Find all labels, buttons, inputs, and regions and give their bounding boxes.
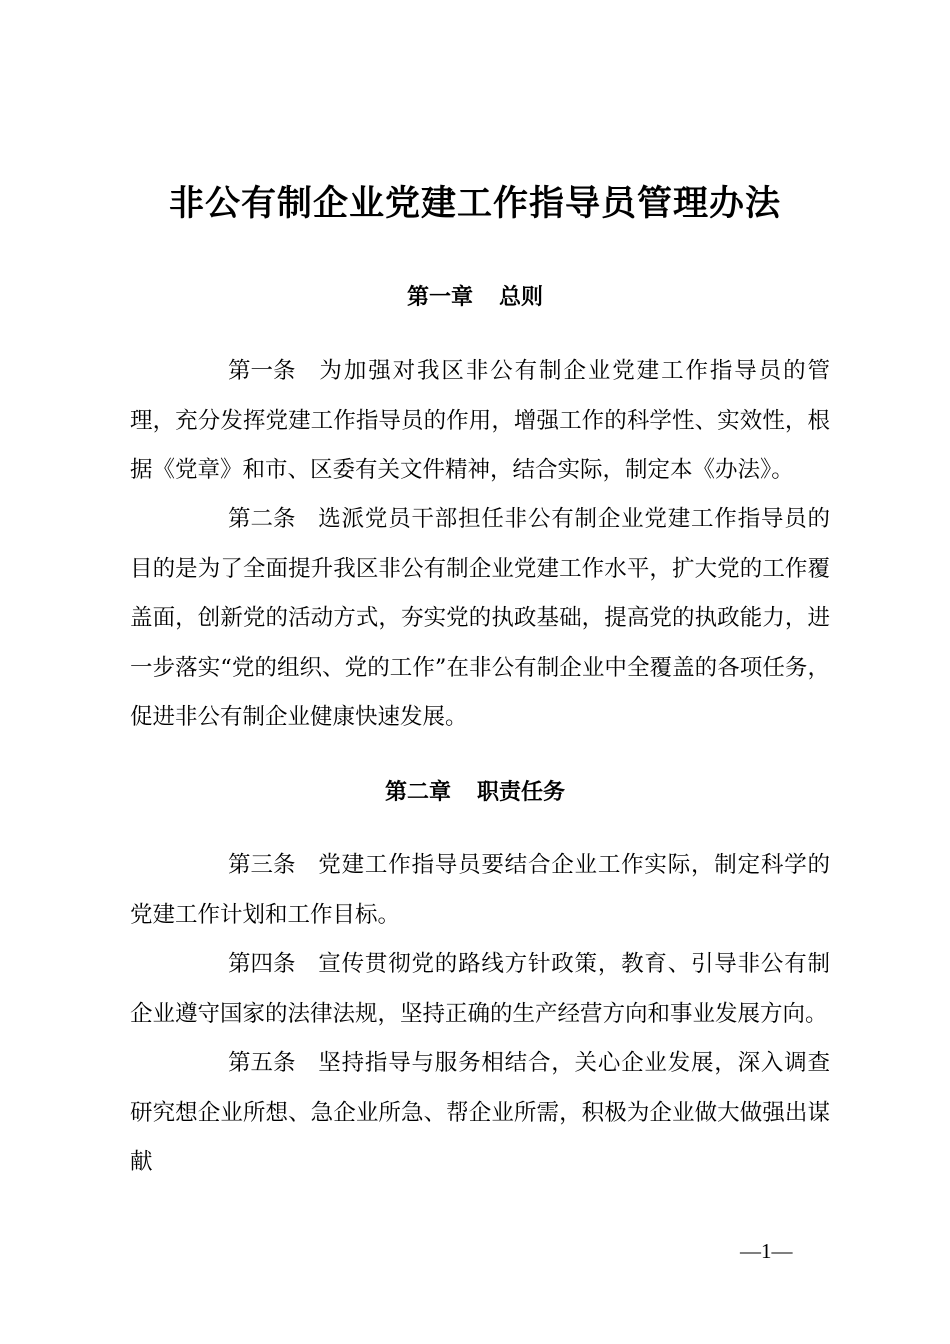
article-label: 第二条 bbox=[228, 506, 296, 532]
article-1 bbox=[130, 347, 830, 496]
chapter-title: 职责任务 bbox=[477, 780, 566, 805]
article-text: 坚持指导与服务相结合，关心企业发展，深入调查研究想企业所想、急企业所急、帮企业所需，积极为企业做大做强出谋献 bbox=[130, 1050, 830, 1175]
page-number: —1— bbox=[740, 1239, 793, 1263]
chapter-title: 总则 bbox=[499, 285, 544, 310]
document-title: 非公有制企业党建工作指导员管理办法 bbox=[168, 183, 781, 224]
article-2 bbox=[130, 495, 830, 743]
article-5 bbox=[130, 1039, 830, 1188]
article-4 bbox=[130, 940, 830, 1039]
article-text: 党建工作指导员要结合企业工作实际，制定科学的党建工作计划和工作目标。 bbox=[130, 852, 830, 928]
article-text: 为加强对我区非公有制企业党建工作指导员的管理，充分发挥党建工作指导员的作用，增强工作的科学性、实效性，根据《党章》和市、区委有关文件精神，结合实际，制定本《办法》。 bbox=[130, 358, 830, 483]
article-label: 第一条 bbox=[228, 358, 296, 384]
article-text: 宣传贯彻党的路线方针政策，教育、引导非公有制企业遵守国家的法律法规，坚持正确的生产经营方向和事业发展方向。 bbox=[130, 951, 830, 1027]
chapter-number: 第二章 bbox=[384, 780, 451, 805]
article-label: 第四条 bbox=[228, 951, 296, 977]
chapter-number: 第一章 bbox=[406, 285, 473, 310]
chapter-heading-1 bbox=[0, 278, 950, 318]
chapter-heading-2 bbox=[0, 773, 950, 813]
article-label: 第五条 bbox=[228, 1050, 296, 1076]
article-text: 选派党员干部担任非公有制企业党建工作指导员的目的是为了全面提升我区非公有制企业党建工作水平，扩大党的工作覆盖面，创新党的活动方式，夯实党的执政基础，提高党的执政能力，进一步落实“党的组织、党的工作”在非公有制企业中全覆盖的各项任务，促进非公有制企业健康快速发展。 bbox=[130, 506, 830, 730]
article-label: 第三条 bbox=[228, 852, 296, 878]
article-3 bbox=[130, 841, 830, 940]
